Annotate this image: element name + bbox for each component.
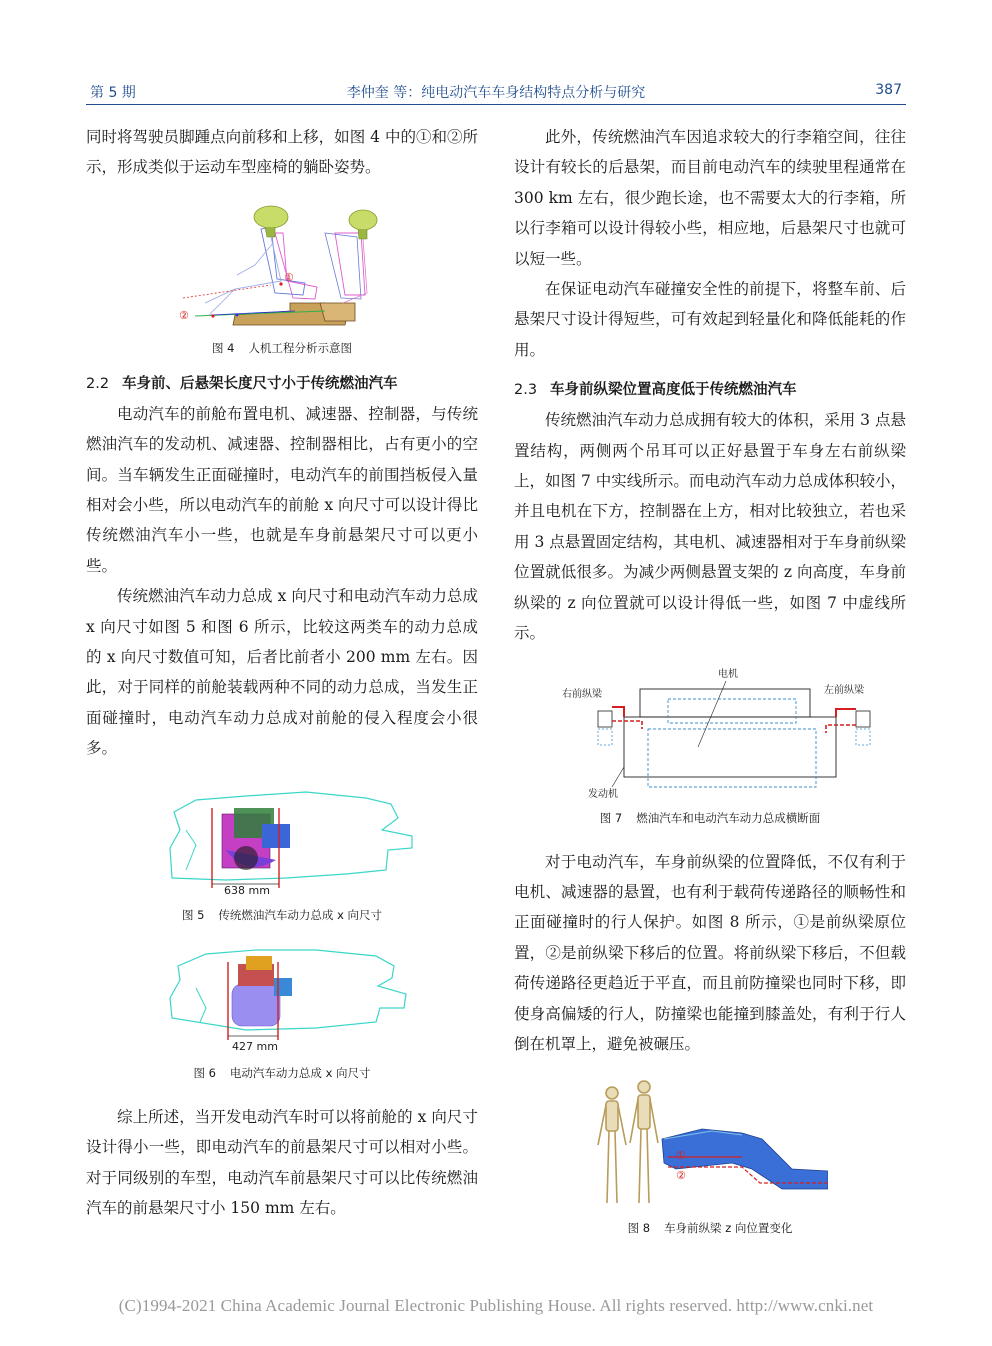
fig7-label-motor: 电机: [718, 668, 738, 680]
figure-7: [558, 663, 878, 801]
section-heading-2-2: [86, 369, 478, 399]
paragraph: 对于电动汽车，车身前纵梁的位置降低，不仅有利于电机、减速器的悬置，也有利于载荷传递路径的顺畅性和正面碰撞时的行人保护。如图 8 所示，①是前纵梁原位置，②是前纵梁下移后的位置。将前纵梁下移后，不但载荷传递路径更趋近于平直，而且前防撞梁也同时下移，即使身高偏矮的行人，防撞梁也能撞到膝盖处，有利于行人倒在机罩上，避免被碾压。: [514, 852, 906, 1053]
figure-6: [166, 948, 416, 1056]
fig4-label-1: ①: [283, 270, 294, 284]
paragraph: 传统燃油汽车动力总成 x 向尺寸和电动汽车动力总成 x 向尺寸如图 5 和图 6 所示，比较这两类车的动力总成的 x 向尺寸数值可知，后者比前者小 200 mm 左右。因此，对于同样的前舱装载两种不同的动力总成，当发生正面碰撞时，电动汽车动力总成对前舱的侵入程度会小很多。: [86, 587, 478, 758]
paragraph: 综上所述，当开发电动汽车时可以将前舱的 x 向尺寸设计得小一些，即电动汽车的前悬架尺寸可以相对小些。对于同级别的车型，电动汽车前悬架尺寸可以比传统燃油汽车的前悬架尺寸小 150 mm 左右。: [86, 1107, 478, 1217]
cross-section-diagram: [558, 663, 878, 801]
caption-number: 图 7: [599, 810, 623, 825]
caption-text: 燃油汽车和电动汽车动力总成横断面: [636, 810, 821, 825]
running-title: 李仲奎 等：纯电动汽车车身结构特点分析与研究: [346, 85, 646, 101]
figure-6-caption: [86, 1064, 478, 1082]
section-number: 2.3: [514, 382, 538, 399]
figure-8-caption: [514, 1219, 906, 1237]
paragraph: 同时将驾驶员脚踵点向前移和上移，如图 4 中的①和②所示，形成类似于运动车型座椅的躺卧姿势。: [86, 128, 478, 177]
header-rule: [86, 104, 906, 105]
section-number: 2.2: [86, 375, 110, 392]
caption-number: 图 6: [193, 1065, 216, 1080]
fig7-label-left-rail: 左前纵梁: [824, 684, 864, 696]
section-title: 车身前纵梁位置高度低于传统燃油汽车: [550, 382, 797, 399]
fig8-label-1: ①: [676, 1149, 686, 1163]
rail-position-diagram: [592, 1079, 828, 1209]
fig7-label-engine: 发动机: [588, 788, 618, 800]
running-header: [90, 78, 902, 104]
issue-number: 第 5 期: [90, 85, 136, 101]
figure-5-caption: [86, 906, 478, 924]
caption-text: 传统燃油汽车动力总成 x 向尺寸: [218, 907, 383, 922]
fig8-label-2: ②: [676, 1169, 686, 1183]
figure-7-caption: [514, 809, 906, 827]
paragraph: 传统燃油汽车动力总成拥有较大的体积，采用 3 点悬置结构，两侧两个吊耳可以正好悬置于车身左右前纵梁上，如图 7 中实线所示。而电动汽车动力总成体积较小，并且电机在下方，控制器在上方，相对比较独立，若也采用 3 点悬置固定结构，其电机、减速器相对于车身前纵梁位置就低很多。为减少两侧悬置支架的 z 向高度，车身前纵梁的 z 向位置就可以设计得低一些，如图 7 中虚线所示。: [514, 411, 906, 643]
right-column: [514, 122, 906, 1237]
caption-text: 电动汽车动力总成 x 向尺寸: [229, 1065, 371, 1080]
caption-number: 图 4: [212, 340, 235, 355]
fig4-label-2: ②: [178, 308, 189, 322]
caption-text: 车身前纵梁 z 向位置变化: [664, 1221, 793, 1236]
fig7-label-right-rail: 右前纵梁: [562, 688, 602, 700]
ev-powertrain-diagram: [166, 948, 416, 1056]
fig6-dimension: 427 mm: [232, 1039, 278, 1053]
paragraph: 电动汽车的前舱布置电机、减速器、控制器，与传统燃油汽车的发动机、减速器、控制器相比，占有更小的空间。当车辆发生正面碰撞时，电动汽车的前围挡板侵入量相对会小些，所以电动汽车的前舱 x 向尺寸可以设计得比传统燃油汽车小一些，也就是车身前悬架尺寸可以更小些。: [86, 404, 478, 575]
paragraph: 在保证电动汽车碰撞安全性的前提下，将整车前、后悬架尺寸设计得短些，可有效起到轻量化和降低能耗的作用。: [514, 280, 906, 359]
page-number: 387: [875, 82, 902, 98]
ergonomics-diagram: [175, 203, 390, 331]
figure-8: [592, 1079, 828, 1209]
caption-text: 人机工程分析示意图: [248, 340, 352, 355]
fig5-dimension: 638 mm: [224, 883, 270, 897]
caption-number: 图 5: [181, 907, 205, 922]
section-heading-2-3: [514, 375, 906, 405]
figure-5: [166, 790, 416, 898]
paragraph: 此外，传统燃油汽车因追求较大的行李箱空间，往往设计有较长的后悬架，而目前电动汽车的续驶里程通常在 300 km 左右，很少跑长途，也不需要太大的行李箱，所以行李箱可以设计得较小些，相应地，后悬架尺寸也就可以短一些。: [514, 128, 906, 268]
fuel-powertrain-diagram: [166, 790, 416, 898]
copyright-footer: (C)1994-2021 China Academic Journal Electronic Publishing House. All rights reserved. http://www.cnki.net: [118, 1296, 874, 1315]
left-column: [86, 122, 478, 1223]
figure-4: [175, 203, 390, 331]
section-title: 车身前、后悬架长度尺寸小于传统燃油汽车: [122, 375, 398, 392]
figure-4-caption: [86, 339, 478, 357]
caption-number: 图 8: [627, 1221, 651, 1236]
